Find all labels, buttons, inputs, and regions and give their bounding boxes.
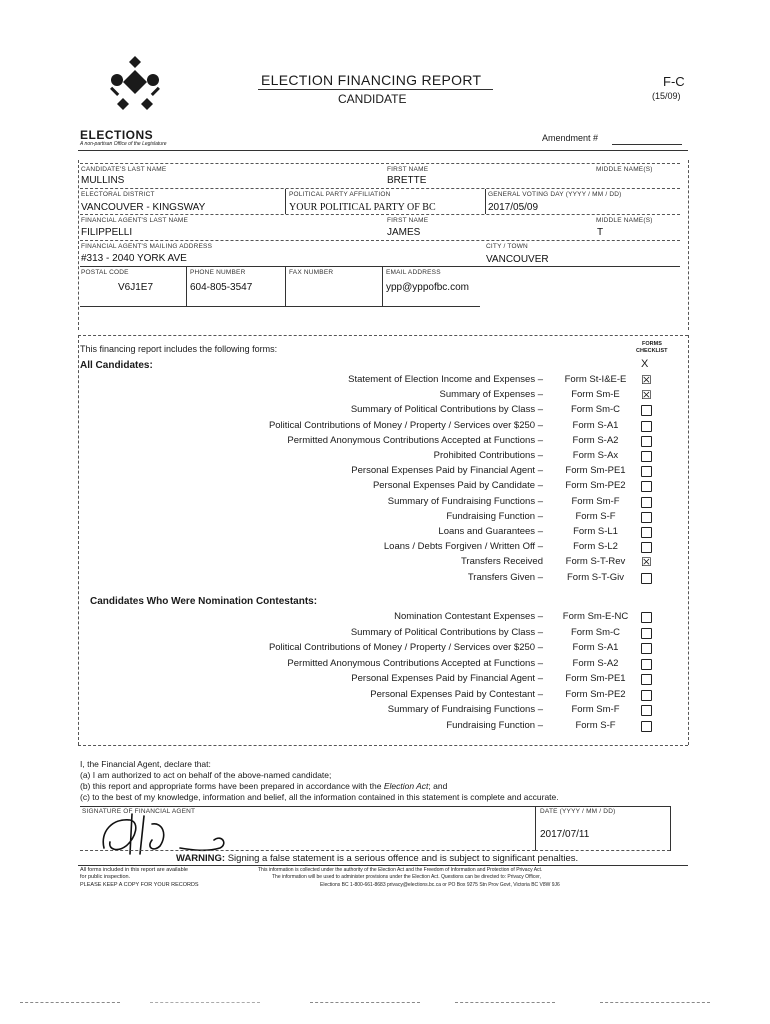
form-checkbox[interactable]: [641, 451, 652, 462]
form-checkbox[interactable]: [641, 628, 652, 639]
form-row-code: Form Sm-E-NC: [562, 611, 629, 622]
form-row-code: Form St-I&E-E: [564, 374, 627, 385]
voting-day-label: GENERAL VOTING DAY (YYYY / MM / DD): [488, 191, 622, 198]
warning: WARNING: Signing a false statement is a serious offence and is subject to significant penalties.: [176, 853, 579, 864]
form-row: [78, 435, 688, 449]
checklist-label-2: CHECKLIST: [636, 348, 668, 354]
declaration-b: (b) this report and appropriate forms have been prepared in accordance with the Election Act; and: [80, 781, 448, 791]
form-row-code: Form S-L2: [573, 541, 618, 553]
form-row-code: Form Sm-PE1: [565, 465, 626, 477]
amendment-label: Amendment #: [542, 133, 599, 143]
form-checkbox[interactable]: [641, 573, 652, 584]
form-row: [78, 658, 688, 672]
agent-first-name-label: FIRST NAME: [387, 217, 429, 224]
form-row: [78, 374, 688, 388]
footer-right-3: Elections BC 1-800-661-8683 privacy@elections.bc.ca or PO Box 9275 Stn Prov Govt, Victoria BC V8W 9J6: [320, 882, 560, 888]
form-row-label: Fundraising Function –: [446, 510, 543, 522]
report-title: ELECTION FINANCING REPORT: [261, 72, 482, 88]
form-row-label: Permitted Anonymous Contributions Accepted at Functions –: [287, 657, 543, 669]
fax-label: FAX NUMBER: [289, 269, 334, 276]
form-row-label: Political Contributions of Money / Property / Services over $250 –: [268, 419, 543, 431]
form-checkbox[interactable]: [641, 659, 652, 670]
form-row-code: Form S-A1: [572, 419, 619, 431]
amendment-field[interactable]: [612, 144, 682, 145]
form-row: [78, 511, 688, 525]
agent-last-name[interactable]: FILIPPELLI: [81, 227, 133, 238]
form-row-label: Permitted Anonymous Contributions Accepted at Functions –: [287, 434, 543, 446]
checklist-label-1: FORMS: [642, 341, 662, 347]
agent-middle-name-label: MIDDLE NAME(S): [596, 217, 653, 224]
form-row-label: Loans and Guarantees –: [438, 526, 543, 537]
phone-value[interactable]: 604-805-3547: [190, 282, 253, 293]
form-row: [78, 720, 688, 734]
declaration-a: (a) I am authorized to act on behalf of the above-named candidate;: [80, 770, 332, 780]
forms-intro: This financing report includes the following forms:: [80, 344, 278, 354]
form-row-label: Nomination Contestant Expenses –: [394, 611, 543, 622]
form-row-label: Transfers Received: [460, 556, 543, 568]
form-row: [78, 611, 688, 625]
form-row-label: Summary of Fundraising Functions –: [387, 495, 543, 507]
party-value[interactable]: YOUR POLITICAL PARTY OF BC: [289, 202, 436, 213]
form-row: [78, 556, 688, 570]
agent-city-label: CITY / TOWN: [486, 243, 528, 250]
signature-label: SIGNATURE OF FINANCIAL AGENT: [82, 808, 196, 815]
form-row: [78, 465, 688, 479]
form-checkbox[interactable]: ☒: [641, 388, 652, 403]
form-row-label: Political Contributions of Money / Property / Services over $250 –: [268, 642, 543, 653]
agent-city[interactable]: VANCOUVER: [486, 254, 549, 265]
form-row: [78, 704, 688, 718]
form-row-code: Form S-Ax: [572, 450, 619, 461]
form-row-label: Summary of Expenses –: [439, 389, 543, 401]
candidate-last-name-label: CANDIDATE'S LAST NAME: [81, 166, 167, 173]
form-row-label: Prohibited Contributions –: [433, 450, 543, 461]
form-row-code: Form S-F: [575, 719, 616, 731]
form-row: [78, 480, 688, 494]
form-row-code: Form S-T-Rev: [565, 556, 626, 568]
form-row-label: Transfers Given –: [467, 571, 543, 583]
agent-address-label: FINANCIAL AGENT'S MAILING ADDRESS: [81, 243, 213, 250]
form-checkbox[interactable]: [641, 542, 652, 553]
form-row: [78, 673, 688, 687]
form-row: [78, 526, 688, 540]
party-label: POLITICAL PARTY AFFILIATION: [289, 191, 391, 198]
logo-text: ELECTIONS: [80, 128, 154, 142]
logo-subtext: A non-partisan Office of the Legislature: [80, 141, 167, 147]
form-checkbox[interactable]: [641, 527, 652, 538]
form-row: [78, 404, 688, 418]
form-checkbox[interactable]: [641, 497, 652, 508]
form-row-code: Form S-T-Giv: [567, 571, 624, 583]
footer-left-1: All forms included in this report are available: [80, 867, 188, 873]
agent-first-name[interactable]: JAMES: [387, 227, 421, 238]
form-row: [78, 450, 688, 464]
form-row: [78, 572, 688, 586]
form-row-label: Fundraising Function –: [446, 719, 543, 731]
footer-left-3: PLEASE KEEP A COPY FOR YOUR RECORDS: [80, 882, 199, 888]
form-row: [78, 389, 688, 403]
form-row-label: Personal Expenses Paid by Candidate –: [372, 480, 543, 492]
form-row-label: Personal Expenses Paid by Contestant –: [370, 688, 543, 700]
form-row-code: Form S-F: [575, 510, 616, 522]
form-row-code: Form S-L1: [573, 526, 618, 537]
form-row: [78, 642, 688, 656]
form-row-label: Personal Expenses Paid by Financial Agent –: [351, 465, 543, 477]
form-row-code: Form Sm-PE2: [565, 480, 626, 492]
form-row-label: Summary of Fundraising Functions –: [387, 704, 543, 715]
form-checkbox[interactable]: [641, 436, 652, 447]
form-checkbox[interactable]: [641, 690, 652, 701]
form-checkbox[interactable]: ☒: [641, 555, 652, 570]
form-row-code: Form S-A1: [572, 642, 619, 653]
form-checkbox[interactable]: [641, 481, 652, 492]
form-row-code: Form Sm-C: [570, 626, 621, 638]
agent-address[interactable]: #313 - 2040 YORK AVE: [81, 253, 187, 264]
declaration-intro: I, the Financial Agent, declare that:: [80, 759, 211, 769]
form-row-label: Summary of Political Contributions by Class –: [350, 626, 543, 638]
form-checkbox[interactable]: [641, 612, 652, 623]
email-label: EMAIL ADDRESS: [386, 269, 441, 276]
form-row: [78, 420, 688, 434]
form-row: [78, 689, 688, 703]
declaration-c: (c) to the best of my knowledge, information and belief, all the information contained in this statement is complete and accurate.: [80, 792, 559, 802]
agent-last-name-label: FINANCIAL AGENT'S LAST NAME: [81, 217, 189, 224]
candidate-last-name[interactable]: MULLINS: [81, 175, 125, 186]
agent-middle-name[interactable]: T: [597, 227, 604, 238]
form-row-label: Summary of Political Contributions by Class –: [350, 404, 543, 416]
form-row-code: Form Sm-C: [570, 404, 621, 416]
district-label: ELECTORAL DISTRICT: [81, 191, 155, 198]
form-row: [78, 496, 688, 510]
checklist-x: X: [641, 358, 649, 370]
form-checkbox[interactable]: ☒: [641, 373, 652, 387]
form-row-code: Form Sm-PE1: [565, 673, 626, 684]
form-row-code: Form Sm-PE2: [565, 688, 626, 700]
elections-logo-icon: [105, 54, 175, 114]
nomination-contestants-heading: Candidates Who Were Nomination Contestants:: [90, 596, 318, 607]
form-row-label: Personal Expenses Paid by Financial Agent –: [351, 673, 543, 684]
form-checkbox[interactable]: [641, 705, 652, 716]
footer-right-2: The information will be used to administer provisions under the Election Act. Questions can be directed to: Privacy Officer,: [272, 874, 541, 880]
all-candidates-heading: All Candidates:: [80, 360, 153, 371]
form-row-code: Form Sm-E: [571, 389, 620, 401]
form-checkbox[interactable]: [641, 643, 652, 654]
form-row-code: Form Sm-F: [571, 495, 620, 507]
form-row: [78, 541, 688, 555]
form-checkbox[interactable]: [641, 512, 652, 523]
form-row-code: Form S-A2: [572, 434, 619, 446]
form-revision: (15/09): [652, 91, 681, 101]
form-row-code: Form S-A2: [572, 657, 619, 669]
form-checkbox[interactable]: [641, 405, 652, 416]
form-checkbox[interactable]: [641, 466, 652, 477]
form-row-label: Statement of Election Income and Expenses –: [348, 374, 543, 385]
postal-code-label: POSTAL CODE: [81, 269, 129, 276]
phone-label: PHONE NUMBER: [190, 269, 246, 276]
date-value[interactable]: 2017/07/11: [540, 829, 590, 840]
voting-day-value[interactable]: 2017/05/09: [488, 202, 539, 213]
candidate-middle-name-label: MIDDLE NAME(S): [596, 166, 653, 173]
form-checkbox[interactable]: [641, 674, 652, 685]
footer-left-2: for public inspection.: [80, 874, 131, 880]
candidate-first-name[interactable]: BRETTE: [387, 175, 427, 186]
candidate-first-name-label: FIRST NAME: [387, 166, 429, 173]
form-row-label: Loans / Debts Forgiven / Written Off –: [383, 541, 543, 553]
report-subtitle: CANDIDATE: [338, 92, 407, 106]
date-label: DATE (YYYY / MM / DD): [540, 808, 616, 815]
footer-right-1: This information is collected under the authority of the Election Act and the Freedom of Information and Protection of Privacy Act.: [258, 867, 543, 873]
form-checkbox[interactable]: [641, 721, 652, 732]
form-row-code: Form Sm-F: [571, 704, 620, 715]
form-checkbox[interactable]: [641, 421, 652, 432]
form-row: [78, 627, 688, 641]
district-value[interactable]: VANCOUVER - KINGSWAY: [81, 202, 206, 213]
email-value[interactable]: ypp@yppofbc.com: [386, 282, 469, 293]
form-id: F-C: [663, 74, 685, 89]
postal-code[interactable]: V6J1E7: [118, 282, 154, 293]
